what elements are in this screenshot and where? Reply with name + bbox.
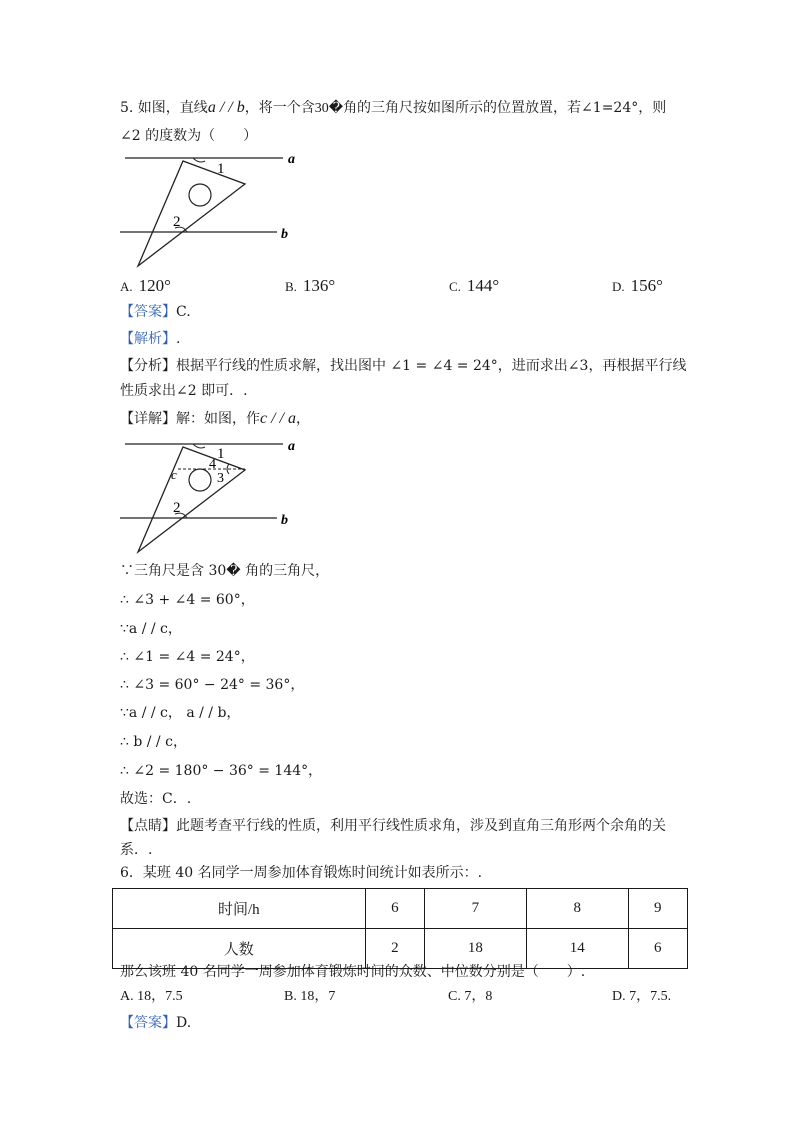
- set-square-hole: [189, 469, 211, 491]
- q5-step-2: ∴ ∠3 + ∠4 = 60°，: [120, 592, 255, 608]
- q5-option-c[interactable]: C. 144°: [449, 276, 500, 295]
- angle-2-label: 2: [173, 500, 181, 516]
- q5-step-4: ∴ ∠1 = ∠4 = 24°，: [120, 649, 255, 665]
- q6-option-d[interactable]: D. 7，7.5.: [612, 989, 672, 1004]
- q5-figure-2: [115, 436, 315, 556]
- q6-option-c[interactable]: C. 7，8: [448, 989, 493, 1004]
- table-cell: 2: [365, 929, 424, 969]
- angle-3-label: 3: [217, 471, 224, 486]
- q5-step-9: 故选：C．.: [120, 791, 192, 807]
- q6-option-b[interactable]: B. 18，7: [284, 989, 336, 1004]
- line-c-label: c: [171, 467, 177, 482]
- angle-1-label: 1: [217, 446, 225, 462]
- q5-dianjing-line2: 系．.: [120, 842, 153, 858]
- q6-stem: 6．某班 40 名同学一周参加体育锻炼时间统计如表所示：.: [120, 865, 483, 881]
- angle-2-label: 2: [173, 214, 181, 230]
- table-cell: 14: [526, 929, 628, 969]
- q6-answer: 【答案】D.: [120, 1015, 192, 1031]
- angle-4-label: 4: [209, 457, 216, 472]
- table-header-cell: 7: [425, 889, 527, 929]
- q5-step-5: ∴ ∠3 = 60° − 24° = 36°，: [120, 677, 305, 693]
- q5-stem-line1: 5. 如图，直线a / / b，将一个含30�角的三角尺按如图所示的位置放置，若∠1=24°，则: [120, 99, 667, 116]
- q5-option-a[interactable]: A. 120°: [120, 276, 171, 295]
- line-b-label: b: [281, 227, 288, 242]
- set-square: [138, 161, 245, 266]
- set-square: [138, 447, 245, 552]
- q5-step-6: ∵a / / c， a / / b，: [120, 705, 241, 721]
- answer-bracket: 【答案】: [120, 304, 176, 320]
- q5-stem-line2: ∠2 的度数为（ ）: [120, 128, 258, 144]
- q5-xiangjie: 【详解】解：如图，作c / / a，: [120, 410, 310, 427]
- jiexi-bracket: 【解析】: [120, 331, 176, 347]
- q5-step-8: ∴ ∠2 = 180° − 36° = 144°，: [120, 763, 323, 779]
- set-square-hole: [189, 184, 211, 206]
- q6-option-a[interactable]: A. 18，7.5: [120, 989, 183, 1004]
- q5-option-d[interactable]: D. 156°: [612, 276, 663, 295]
- q5-figure-1: [115, 148, 315, 270]
- table-header-cell: 6: [365, 889, 424, 929]
- q5-jiexi: 【解析】.: [120, 331, 181, 347]
- table-header-cell: 9: [628, 889, 687, 929]
- table-header-cell: 8: [526, 889, 628, 929]
- q5-option-b[interactable]: B. 136°: [285, 276, 336, 295]
- q5-fenxi-line2: 性质求出∠2 即可．.: [120, 383, 248, 399]
- answer-bracket: 【答案】: [120, 1015, 176, 1031]
- table-cell: 人数: [113, 929, 366, 969]
- q5-step-1: ∵三角尺是含 30� 角的三角尺，: [120, 563, 330, 579]
- q5-step-3: ∵a / / c，: [120, 621, 182, 637]
- q5-dianjing-line1: 【点睛】此题考查平行线的性质，利用平行线性质求角，涉及到直角三角形两个余角的关: [120, 818, 666, 834]
- q5-step-7: ∴ b / / c，: [120, 734, 187, 750]
- table-cell: 6: [628, 929, 687, 969]
- q5-fenxi-line1: 【分析】根据平行线的性质求解，找出图中 ∠1 = ∠4 = 24°，进而求出∠3，再根据平行线: [120, 358, 687, 374]
- q6-question: 那么该班 40 名同学一周参加体育锻炼时间的众数、中位数分别是（ ）.: [120, 964, 586, 980]
- table-row: [113, 889, 688, 929]
- line-b-label: b: [281, 513, 288, 528]
- angle-1-label: 1: [217, 161, 225, 177]
- angle-1-arc: [193, 158, 205, 162]
- table-cell: 18: [425, 929, 527, 969]
- angle-1-arc: [193, 444, 205, 448]
- line-a-label: a: [288, 439, 295, 454]
- table-header-cell: 时间/h: [113, 889, 366, 929]
- line-a-label: a: [288, 152, 295, 167]
- q5-answer: 【答案】C.: [120, 304, 191, 320]
- q6-frequency-table: [112, 888, 688, 969]
